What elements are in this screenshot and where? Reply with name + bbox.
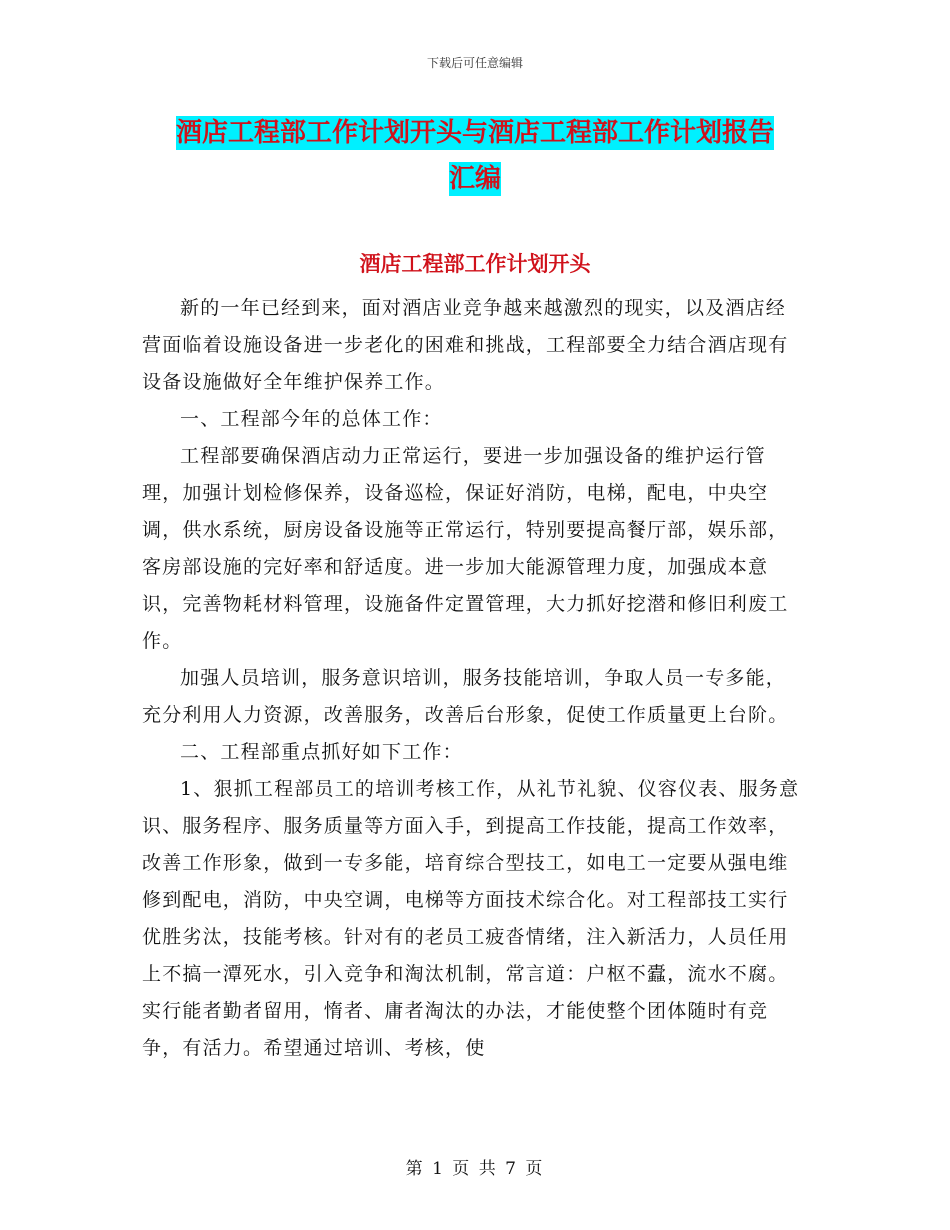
header-note: 下载后可任意编辑 bbox=[426, 56, 523, 70]
paragraph: 一、工程部今年的总体工作： bbox=[180, 408, 443, 430]
page-footer: 第 1 页 共 7 页 bbox=[405, 1159, 545, 1179]
body-text bbox=[142, 290, 802, 1067]
paragraph: 加强人员培训，服务意识培训，服务技能培训，争取人员一专多能，充分利用人力资源，改善服务，改善后台形象，促使工作质量更上台阶。 bbox=[142, 667, 789, 726]
document-title bbox=[140, 110, 810, 202]
paragraph: 新的一年已经到来，面对酒店业竞争越来越激烈的现实，以及酒店经营面临着设施设备进一步老化的困难和挑战，工程部要全力结合酒店现有设备设施做好全年维护保养工作。 bbox=[142, 297, 789, 393]
paragraph: 二、工程部重点抓好如下工作： bbox=[180, 741, 463, 763]
title-line-2: 汇编 bbox=[448, 164, 501, 194]
paragraph: 1、狠抓工程部员工的培训考核工作，从礼节礼貌、仪容仪表、服务意识、服务程序、服务质量等方面入手，到提高工作技能，提高工作效率，改善工作形象，做到一专多能，培育综合型技工，如电工一定要从强电维修到配电，消防，中央空调，电梯等方面技术综合化。对工程部技工实行优胜劣汰，技能考核。针对有的老员工疲沓情绪，注入新活力，人员任用上不搞一潭死水，引入竞争和淘汰机制，常言道：户枢不蠹，流水不腐。实行能者勤者留用，惰者、庸者淘汰的办法，才能使整个团体随时有竞争，有活力。希望通过培训、考核，使 bbox=[142, 778, 800, 1059]
section-title: 酒店工程部工作计划开头 bbox=[359, 251, 591, 276]
paragraph: 工程部要确保酒店动力正常运行，要进一步加强设备的维护运行管理，加强计划检修保养，设备巡检，保证好消防，电梯，配电，中央空调，供水系统，厨房设备设施等正常运行，特别要提高餐厅部，娱乐部，客房部设施的完好率和舒适度。进一步加大能源管理力度，加强成本意识，完善物耗材料管理，设施备件定置管理，大力抓好挖潜和修旧利废工作。 bbox=[142, 445, 789, 652]
title-line-1: 酒店工程部工作计划开头与酒店工程部工作计划报告 bbox=[175, 118, 774, 148]
